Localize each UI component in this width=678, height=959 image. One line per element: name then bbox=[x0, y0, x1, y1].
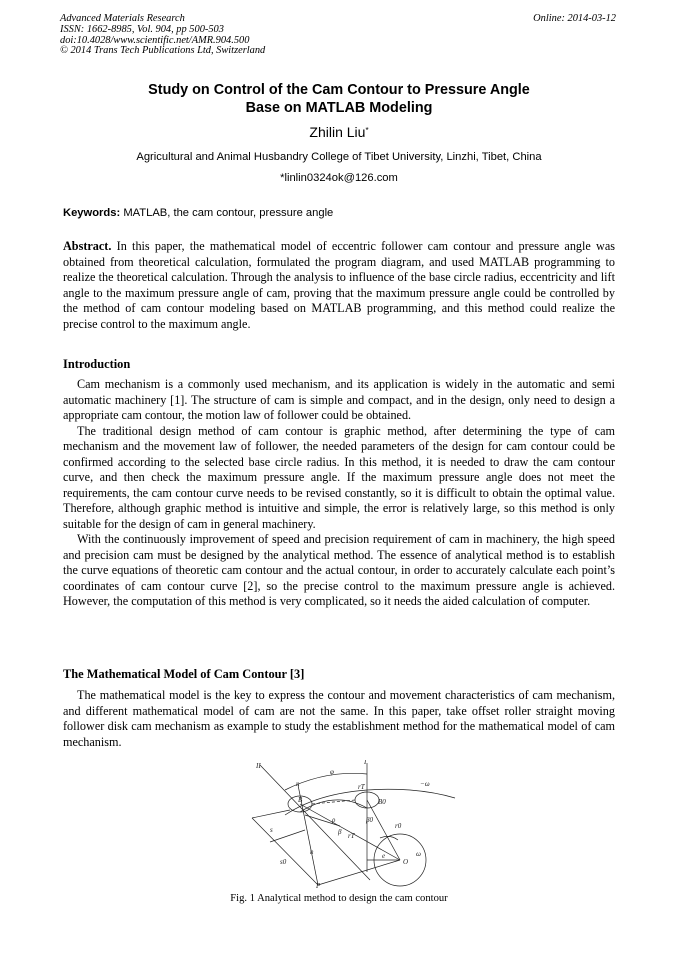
label-b0: B0 bbox=[378, 798, 386, 806]
axis-line-ii bbox=[260, 765, 370, 880]
label-rt: rT bbox=[358, 783, 365, 791]
label-b: B bbox=[298, 796, 303, 804]
label-omega: ω bbox=[416, 850, 421, 858]
author-name: Zhilin Liu bbox=[309, 124, 366, 140]
section-math-model bbox=[63, 688, 615, 750]
copyright: © 2014 Trans Tech Publications Ltd, Switzerland bbox=[60, 45, 266, 57]
figure-caption: Fig. 1 Analytical method to design the cam contour bbox=[230, 893, 448, 904]
section-heading-introduction: Introduction bbox=[63, 357, 131, 371]
keywords bbox=[63, 206, 333, 220]
abstract-label: Abstract. bbox=[63, 239, 112, 253]
author-mark: * bbox=[365, 126, 369, 135]
label-n-top: n bbox=[296, 780, 300, 788]
label-axis-ii: II bbox=[256, 762, 261, 770]
author bbox=[60, 124, 618, 141]
label-e: e bbox=[382, 852, 386, 860]
label-axis-i: I bbox=[364, 760, 367, 766]
journal-name: Advanced Materials Research bbox=[60, 13, 185, 24]
paper-title bbox=[60, 81, 618, 117]
label-p: P bbox=[316, 882, 321, 888]
keywords-text: MATLAB, the cam contour, pressure angle bbox=[123, 207, 334, 219]
paragraph: The mathematical model is the key to express the contour and movement characteristics of cam mechanism, and different mathematical model of cam are not the same. In this paper, take offset roller straight moving follower disk cam mechanism as example to study the establishment method for the mathematical model of cam mechanism. bbox=[63, 688, 615, 749]
doi: doi:10.4028/www.scientific.net/AMR.904.500 bbox=[60, 34, 250, 46]
label-s0: s0 bbox=[280, 858, 287, 866]
label-s: s bbox=[270, 826, 273, 834]
label-beta: β bbox=[338, 828, 342, 836]
keywords-label: Keywords: bbox=[63, 207, 121, 219]
paragraph: Cam mechanism is a commonly used mechanism, and its application is widely in the automatic and semi automatic machinery [1]. The structure of cam is simple and compact, and in the design, only need to design a appropriate cam contour, the motion law of follower could be obtained. bbox=[63, 377, 615, 422]
cam-contour-diagram bbox=[250, 760, 480, 888]
label-rho: ρ bbox=[332, 816, 336, 824]
abstract-text: In this paper, the mathematical model of eccentric follower cam contour and pressure angle was obtained from theoretical calculation, formulated the program diagram, and used MATLAB programming to realize the theoretical calculation. Through the analysis to influence of the base circle radius, eccentricity and lift angle to the maximum pressure angle of cam, proving that the maximum pressure angle could be controlled by the method of cam contour modeling based on MATLAB programming, and this method could realize the precise control to the maximum angle. bbox=[63, 239, 615, 331]
author-email: *linlin0324ok@126.com bbox=[280, 172, 398, 184]
line-p bbox=[318, 860, 400, 885]
label-rt-2: rT bbox=[348, 832, 355, 840]
paragraph: The traditional design method of cam contour is graphic method, after determining the type of cam mechanism and the movement law of follower, the needed parameters of the design for cam contour could be confirmed according to the selected base circle radius. In this method, it is needed to draw the cam contour curve, and then check the maximum pressure angle. If the maximum pressure angle does not meet the requirements, the cam contour curve needs to be revised constantly, so it is difficult to obtain the optimal value. Therefore, although graphic method is intuitive and simple, the error is relatively large, so this method is only suitable for the design of cam in general machinery. bbox=[63, 423, 615, 531]
pitch-curve bbox=[285, 789, 455, 815]
paragraph: With the continuously improvement of speed and precision requirement of cam in machinery, the high speed and precision cam must be designed by the analytical method. The essence of analytical method is to establish the curve equations of theoretic cam contour and the actual contour, in order to accurately calculate each point’s coordinates of cam contour curve [2], so the precise control to the maximum pressure angle is achieved. However, the computation of this method is very complicated, so it needs the aided calculation of computer. bbox=[63, 532, 615, 608]
title-line-2: Base on MATLAB Modeling bbox=[245, 100, 433, 116]
label-beta0: β0 bbox=[366, 816, 373, 824]
dimension-s bbox=[252, 818, 318, 885]
affiliation: Agricultural and Animal Husbandry College of Tibet University, Linzhi, Tibet, China bbox=[136, 151, 542, 163]
label-o: O bbox=[403, 858, 409, 866]
title-line-1: Study on Control of the Cam Contour to Pressure Angle bbox=[148, 82, 530, 98]
section-heading-math-model: The Mathematical Model of Cam Contour [3] bbox=[63, 667, 305, 681]
label-r0: r0 bbox=[395, 822, 402, 830]
abstract bbox=[63, 239, 615, 332]
issn: ISSN: 1662-8985, Vol. 904, pp 500-503 bbox=[60, 23, 224, 35]
section-introduction bbox=[63, 377, 615, 610]
online-date: Online: 2014-03-12 bbox=[533, 13, 616, 24]
journal-info bbox=[60, 14, 265, 57]
label-n-bottom: n bbox=[310, 848, 314, 856]
label-phi: φ bbox=[330, 768, 334, 776]
label-omega-arrow: −ω bbox=[420, 780, 430, 788]
